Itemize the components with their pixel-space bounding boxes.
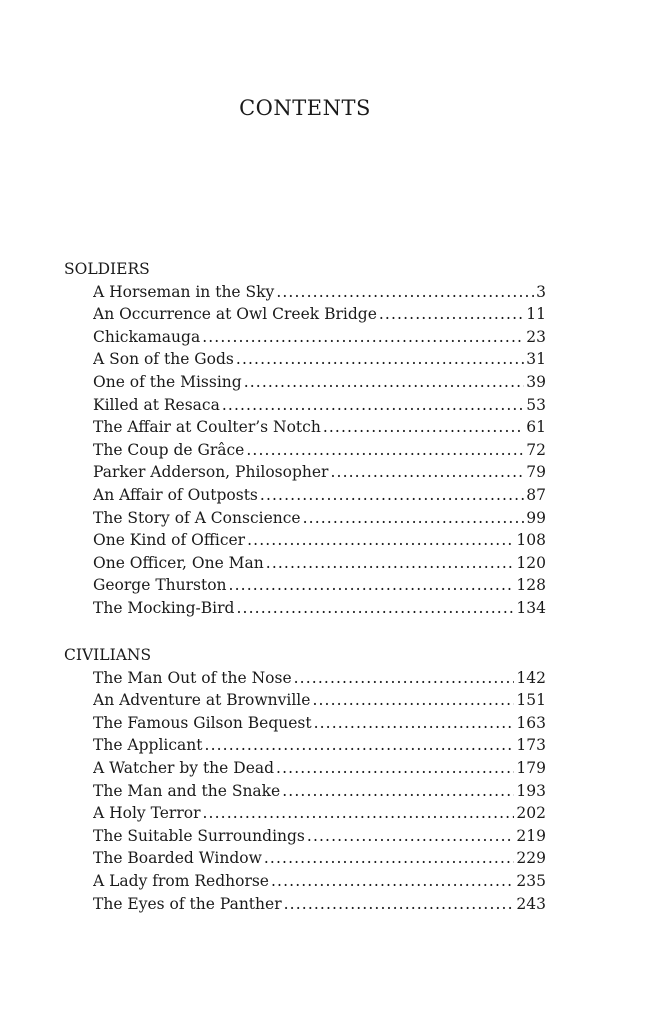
toc-entry[interactable] [93,757,546,780]
toc-entry[interactable] [93,439,546,462]
toc-section-civilians [64,644,546,915]
dot-leader [264,847,515,870]
dot-leader [236,597,514,620]
toc-entry[interactable] [93,597,546,620]
dot-leader [276,281,534,304]
toc-entry[interactable] [93,507,546,530]
toc-entry-title: The Man and the Snake [93,781,281,800]
toc-entry-page: 128 [516,576,546,595]
toc-entry-title: The Mocking-Bird [93,598,235,617]
toc-entry-page: 173 [516,736,546,755]
toc-entry-page: 235 [516,871,546,890]
toc-entry-page: 87 [526,485,546,504]
toc-entry[interactable] [93,802,546,825]
dot-leader [307,825,515,848]
toc-entry-title: An Occurrence at Owl Creek Bridge [93,305,377,324]
dot-leader [222,394,524,417]
section-heading: CIVILIANS [64,646,152,664]
toc-entry-title: The Story of A Conscience [93,508,301,527]
toc-entry-page: 193 [516,781,546,800]
toc-entry-page: 202 [516,804,546,823]
toc-entry-page: 120 [516,553,546,572]
toc-entry-page: 151 [516,691,546,710]
dot-leader [236,348,524,371]
dot-leader [271,870,514,893]
dot-leader [246,439,524,462]
toc-entry-list [64,281,546,620]
toc-entry-title: A Son of the Gods [93,350,234,369]
toc-entry-page: 79 [526,463,546,482]
toc-entry-page: 39 [526,372,546,391]
toc-entry-title: A Watcher by the Dead [93,758,275,777]
toc-entry[interactable] [93,574,546,597]
toc-entry-page: 219 [516,826,546,845]
toc-entry-title: The Suitable Surroundings [93,826,305,845]
toc-entry[interactable] [93,303,546,326]
dot-leader [379,303,524,326]
toc-entry-title: Killed at Resaca [93,395,220,414]
toc-entry-page: 53 [526,395,546,414]
toc-entry-title: A Horseman in the Sky [93,282,275,301]
toc-entry-page: 31 [526,350,546,369]
toc-entry[interactable] [93,416,546,439]
toc-entry-title: One of the Missing [93,372,242,391]
dot-leader [247,529,514,552]
toc-entry[interactable] [93,552,546,575]
toc-entry-page: 23 [526,327,546,346]
dot-leader [312,689,514,712]
toc-entry[interactable] [93,484,546,507]
toc-entry-page: 179 [516,758,546,777]
toc-entry-page: 142 [516,668,546,687]
toc-entry[interactable] [93,712,546,735]
toc-entry[interactable] [93,281,546,304]
section-heading: SOLDIERS [64,260,150,278]
toc-entry-page: 134 [516,598,546,617]
toc-entry-title: One Officer, One Man [93,553,264,572]
toc-entry[interactable] [93,893,546,916]
toc-entry[interactable] [93,780,546,803]
toc-entry[interactable] [93,870,546,893]
toc-entry[interactable] [93,825,546,848]
toc-entry[interactable] [93,667,546,690]
dot-leader [276,757,514,780]
toc-entry[interactable] [93,461,546,484]
toc-entry-title: The Famous Gilson Bequest [93,713,312,732]
toc-entry[interactable] [93,326,546,349]
toc-entry-title: A Holy Terror [93,804,201,823]
dot-leader [244,371,525,394]
toc-entry-page: 108 [516,531,546,550]
toc-entry[interactable] [93,847,546,870]
toc-entry-title: The Affair at Coulter’s Notch [93,418,321,437]
toc-entry-title: A Lady from Redhorse [93,871,269,890]
dot-leader [294,667,515,690]
toc-entry-page: 3 [536,282,546,301]
toc-entry[interactable] [93,689,546,712]
toc-entry-title: Chickamauga [93,327,201,346]
page-title: CONTENTS [239,96,371,120]
dot-leader [202,326,524,349]
dot-leader [303,507,525,530]
dot-leader [202,802,514,825]
dot-leader [330,461,524,484]
dot-leader [284,893,515,916]
toc-entry-title: The Man Out of the Nose [93,668,292,687]
dot-leader [229,574,515,597]
toc-entry[interactable] [93,734,546,757]
toc-section-soldiers [64,258,546,620]
toc-entry-page: 163 [516,713,546,732]
toc-entry-page: 72 [526,440,546,459]
toc-entry-page: 243 [516,894,546,913]
toc-entry-title: The Eyes of the Panther [93,894,282,913]
toc-entry-page: 229 [516,849,546,868]
toc-entry-title: An Adventure at Brownville [93,691,311,710]
dot-leader [205,734,515,757]
toc-entry-page: 11 [526,305,546,324]
dot-leader [266,552,515,575]
toc-entry-page: 61 [526,418,546,437]
toc-entry[interactable] [93,371,546,394]
toc-entry-list [64,667,546,916]
toc-entry-title: The Boarded Window [93,849,262,868]
toc-entry-page: 99 [526,508,546,527]
toc-entry[interactable] [93,348,546,371]
dot-leader [314,712,515,735]
toc-entry[interactable] [93,394,546,417]
toc-entry-title: An Affair of Outposts [93,485,258,504]
toc-entry-title: The Applicant [93,736,203,755]
toc-entry-title: One Kind of Officer [93,531,246,550]
dot-leader [282,780,514,803]
dot-leader [260,484,524,507]
toc-entry-title: The Coup de Grâce [93,440,245,459]
toc-entry-title: Parker Adderson, Philosopher [93,463,329,482]
toc-entry[interactable] [93,529,546,552]
dot-leader [323,416,524,439]
toc-entry-title: George Thurston [93,576,227,595]
